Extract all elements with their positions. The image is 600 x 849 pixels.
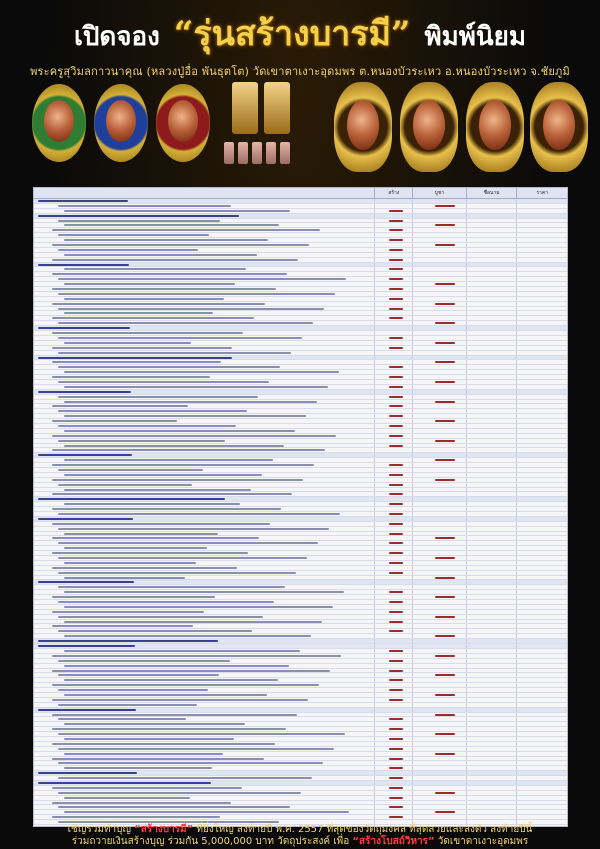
footer-line-1 [0,824,600,836]
poster-header [0,6,600,80]
amulet-face [44,100,74,142]
locket-face [347,100,379,150]
footer-text: วัดเขาตาเงาะอุดมพร [434,836,529,847]
amulet-face [106,100,136,142]
locket-face [543,100,575,150]
footer-highlight: “สร้างบารมี” [134,824,194,835]
amulet-plaque [264,82,290,134]
locket-face [479,100,511,150]
col-item [34,188,375,198]
footer-text: ที่ยิ่งใหญ่ ส่งท้ายปี พ.ศ. 2557 ที่สุดของวัตถุมงคล ที่สุดสวยและลงตัว ส่งท้ายปีนี้ [193,824,533,835]
footer-highlight: “สร้างโบสถ์วิหาร” [352,836,435,847]
subtitle: พระครูสุวิมลกาวนาคุณ (หลวงปู่อื่อ พันธุตโต) วัดเขาตาเงาะอุดมพร ต.หนองบัวระเหว อ.หนองบัวระเหว จ.ชัยภูมิ [30,65,570,78]
amulet-small [224,142,234,164]
booking-table [33,187,568,827]
amulet-face [168,100,198,142]
amulet-small [280,142,290,164]
footer [0,824,600,848]
title-main: “รุ่นสร้างบารมี” [173,14,411,54]
amulet-plaque [232,82,258,134]
table-header [34,188,567,199]
footer-line-2 [0,836,600,848]
title-left: เปิดจอง [73,22,160,52]
col-made: สร้าง [375,188,413,198]
locket-face [413,100,445,150]
col-price: บูชา [413,188,467,198]
table-body [34,199,567,826]
amulet-small [238,142,248,164]
amulet-small [266,142,276,164]
footer-text: ร่วมถวายเงินสร้างบุญ ร่วมกัน 5,000,000 บาท วัตถุประสงค์ เพื่อ [71,836,353,847]
footer-text: เชิญร่วมทำบุญ [67,824,135,835]
col-name: ชื่อนาม [467,188,518,198]
amulet-small [252,142,262,164]
col-total: ราคา [536,190,549,196]
amulet-photos [6,82,594,182]
title-right: พิมพ์นิยม [424,22,527,52]
